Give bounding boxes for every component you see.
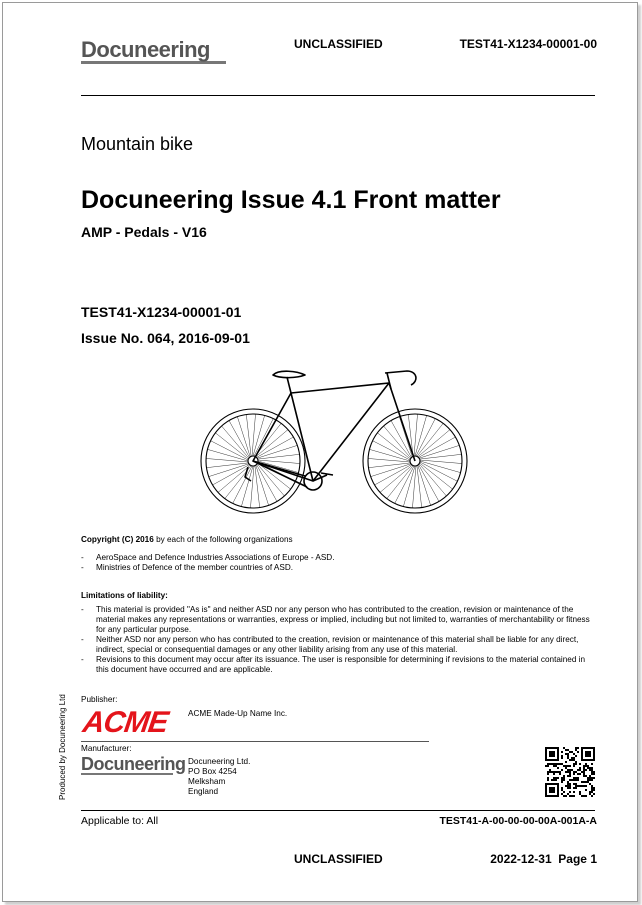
footer-rule — [81, 810, 595, 811]
list-item: - This material is provided "As is" and neither ASD nor any person who has contributed to the creation, revision or maintenance of the material makes any representations or warranties, express or implied, including but not limited to, warranties of merchantability or fitness for any particular purpose. — [81, 605, 599, 635]
footer-dm-code: TEST41-A-00-00-00-00A-001A-A — [439, 815, 597, 827]
qr-code — [545, 747, 595, 797]
manufacturer-address — [188, 757, 250, 797]
document-page — [2, 2, 638, 902]
copyright-org-list — [81, 553, 601, 573]
publisher-name: ACME Made-Up Name Inc. — [188, 709, 288, 718]
header-rule — [81, 95, 595, 96]
footer-date: 2022-12-31 — [490, 852, 552, 866]
list-item: - AeroSpace and Defence Industries Associations of Europe - ASD. — [81, 553, 601, 563]
header-logo-text: Docuneering — [81, 37, 210, 62]
footer-date-page — [490, 852, 597, 866]
list-item: - Revisions to this document may occur after its issuance. The user is responsible for determining if revisions to the material contained in this document have occurred and are applicable. — [81, 655, 599, 675]
copyright-statement — [81, 535, 601, 545]
address-line: PO Box 4254 — [188, 767, 237, 776]
address-line: Docuneering Ltd. — [188, 757, 251, 766]
liability-list — [81, 605, 599, 675]
header-security: UNCLASSIFIED — [294, 37, 383, 51]
manufacturer-logo — [81, 754, 186, 775]
bicycle-illustration — [193, 363, 473, 528]
produced-by-side-text: Produced by Docuneering Ltd — [58, 694, 67, 800]
address-line: England — [188, 787, 219, 796]
header-dm-code: TEST41-X1234-00001-00 — [459, 37, 597, 51]
manufacturer-label: Manufacturer: — [81, 744, 132, 753]
liability-heading: Limitations of liability: — [81, 591, 168, 600]
acme-logo: ACME — [80, 706, 170, 739]
liability-block — [81, 591, 599, 675]
pm-code: TEST41-X1234-00001-01 — [81, 304, 242, 320]
copyright-bold: Copyright (C) 2016 — [81, 535, 154, 544]
footer-page: Page 1 — [558, 852, 597, 866]
publisher-rule — [81, 741, 429, 742]
list-item: - Ministries of Defence of the member countries of ASD. — [81, 563, 601, 573]
manufacturer-logo-text: Docuneering — [81, 754, 186, 774]
publication-subtitle: AMP - Pedals - V16 — [81, 224, 207, 240]
applicable-to: Applicable to: All — [81, 815, 159, 827]
publication-title: Docuneering Issue 4.1 Front matter — [81, 186, 501, 214]
model-name: Mountain bike — [81, 134, 194, 154]
copyright-block — [81, 535, 601, 573]
header-logo — [81, 37, 226, 64]
footer-security: UNCLASSIFIED — [294, 852, 383, 866]
copyright-rest: by each of the following organizations — [153, 535, 293, 544]
address-line: Melksham — [188, 777, 226, 786]
publisher-label: Publisher: — [81, 695, 118, 704]
list-item: - Neither ASD nor any person who has contributed to the creation, revision or maintenance of this material shall be liable for any direct, indirect, special or consequential damages or any other liability arising from any use of this material. — [81, 635, 599, 655]
issue-info: Issue No. 064, 2016-09-01 — [81, 330, 250, 346]
